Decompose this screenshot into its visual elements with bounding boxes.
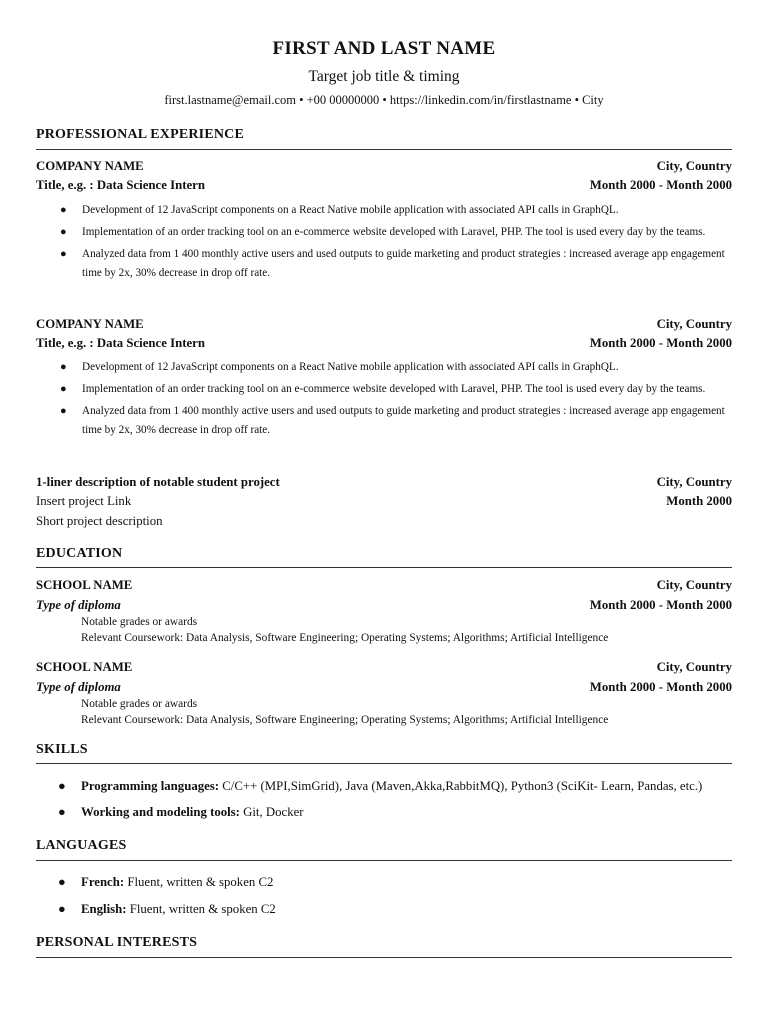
job-location: City, Country	[656, 159, 732, 173]
language-label: French:	[81, 875, 125, 889]
school-location: City, Country	[656, 660, 732, 674]
section-title: EDUCATION	[36, 546, 123, 561]
diploma-type: Type of diploma	[36, 680, 121, 694]
bullet-icon: ●	[58, 779, 66, 793]
job-role-row	[36, 176, 732, 195]
section-title: LANGUAGES	[36, 838, 127, 853]
section-languages	[36, 836, 732, 856]
section-divider	[36, 763, 732, 764]
language-level: Fluent, written & spoken C2	[126, 902, 276, 916]
skill-value: Git, Docker	[239, 805, 304, 819]
project-header	[36, 473, 732, 492]
job-bullets	[36, 358, 732, 443]
project-link[interactable]: Insert project Link	[36, 494, 132, 508]
project-link-row	[36, 492, 732, 511]
skill-label: Working and modeling tools:	[81, 805, 240, 819]
diploma-row	[36, 596, 732, 615]
skill-label: Programming languages:	[81, 779, 220, 793]
bullet-icon: ●	[60, 383, 67, 395]
bullet-icon: ●	[58, 805, 66, 819]
project-title: 1-liner description of notable student project	[36, 475, 280, 489]
list-item: ● Development of 12 JavaScript components on a React Native mobile application with associated API calls in GraphQL.	[36, 358, 732, 377]
candidate-name: FIRST AND LAST NAME	[272, 38, 496, 59]
section-title: PERSONAL INTERESTS	[36, 935, 198, 950]
school-grades: Notable grades or awards	[81, 616, 198, 628]
bullet-icon: ●	[60, 248, 67, 260]
section-divider	[36, 957, 732, 958]
school-name: SCHOOL NAME	[36, 660, 133, 674]
school-grades: Notable grades or awards	[81, 698, 198, 710]
list-item: ● Development of 12 JavaScript components on a React Native mobile application with associated API calls in GraphQL.	[36, 201, 732, 220]
list-item: ● Analyzed data from 1 400 monthly active users and used outputs to guide marketing and product strategies : increased average app engagement time by 2x, 30% decrease in drop off rate.	[36, 245, 732, 283]
job-header	[36, 315, 732, 334]
language-level: Fluent, written & spoken C2	[124, 875, 274, 889]
school-dates: Month 2000 - Month 2000	[589, 680, 732, 694]
job-title: Title, e.g. : Data Science Intern	[36, 336, 205, 350]
diploma-row	[36, 678, 732, 697]
target-job-title: Target job title & timing	[308, 68, 460, 85]
diploma-type: Type of diploma	[36, 598, 121, 612]
bullet-icon: ●	[60, 405, 67, 417]
list-item: ● Analyzed data from 1 400 monthly active users and used outputs to guide marketing and product strategies : increased average app engagement time by 2x, 30% decrease in drop off rate.	[36, 402, 732, 440]
school-dates: Month 2000 - Month 2000	[589, 598, 732, 612]
bullet-icon: ●	[58, 902, 66, 916]
job-title: Title, e.g. : Data Science Intern	[36, 178, 205, 192]
section-title: PROFESSIONAL EXPERIENCE	[36, 127, 245, 142]
contact-line: first.lastname@email.com • +00 00000000 • https://linkedin.com/in/firstlastname • City	[164, 93, 604, 107]
school-name: SCHOOL NAME	[36, 578, 133, 592]
project-description: Short project description	[36, 514, 163, 528]
section-title: SKILLS	[36, 742, 88, 757]
section-skills	[36, 740, 732, 760]
job-bullets	[36, 201, 732, 286]
section-divider	[36, 567, 732, 568]
section-experience	[36, 125, 732, 145]
school-location: City, Country	[656, 578, 732, 592]
section-divider	[36, 149, 732, 150]
section-interests	[36, 933, 732, 953]
project-description-row	[36, 512, 732, 531]
school-coursework: Relevant Coursework: Data Analysis, Software Engineering; Operating Systems; Algorithms; Artificial Intelligence	[81, 632, 609, 644]
job-role-row	[36, 334, 732, 353]
list-item: ● Implementation of an order tracking tool on an e-commerce website developed with Laravel, PHP. The tool is used every day by the teams.	[36, 380, 732, 399]
bullet-icon: ●	[60, 361, 67, 373]
bullet-icon: ●	[60, 204, 67, 216]
job-location: City, Country	[656, 317, 732, 331]
language-label: English:	[81, 902, 127, 916]
project-date: Month 2000	[666, 494, 732, 508]
job-dates: Month 2000 - Month 2000	[589, 178, 732, 192]
school-header	[36, 658, 732, 677]
school-header	[36, 576, 732, 595]
school-coursework: Relevant Coursework: Data Analysis, Software Engineering; Operating Systems; Algorithms; Artificial Intelligence	[81, 714, 609, 726]
job-dates: Month 2000 - Month 2000	[589, 336, 732, 350]
section-divider	[36, 860, 732, 861]
bullet-icon: ●	[60, 226, 67, 238]
project-location: City, Country	[656, 475, 732, 489]
job-header	[36, 157, 732, 176]
section-education	[36, 544, 732, 564]
list-item: ● Implementation of an order tracking tool on an e-commerce website developed with Laravel, PHP. The tool is used every day by the teams.	[36, 223, 732, 242]
skill-value: C/C++ (MPI,SimGrid), Java (Maven,Akka,RabbitMQ), Python3 (SciKit- Learn, Pandas, etc.)	[219, 779, 703, 793]
company-name: COMPANY NAME	[36, 317, 144, 331]
bullet-icon: ●	[58, 875, 66, 889]
company-name: COMPANY NAME	[36, 159, 144, 173]
